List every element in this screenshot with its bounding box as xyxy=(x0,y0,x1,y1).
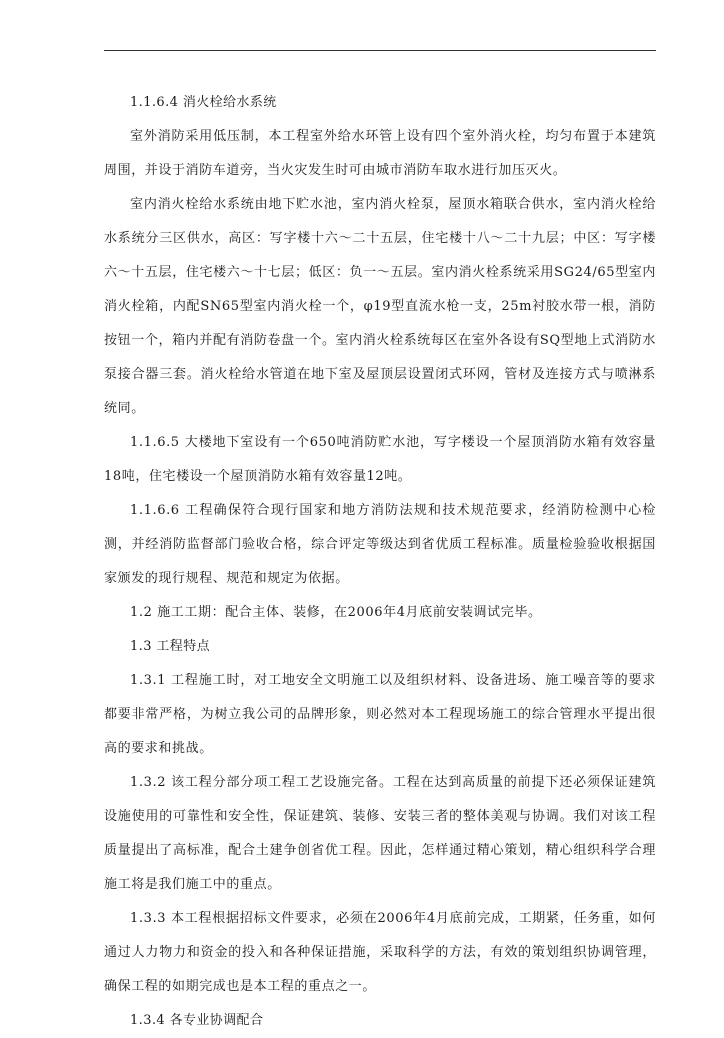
paragraph-indoor-hydrant: 室内消火栓给水系统由地下贮水池，室内消火栓泵，屋顶水箱联合供水，室内消火栓给水系统分三区供水，高区：写字楼十六～二十五层，住宅楼十八～二十九层；中区：写字楼六～十五层，住宅楼六～十七层；低区：负一～五层。室内消火栓系统采用SG24/65型室内消火栓箱，内配SN65型室内消火栓一个，φ19型直流水枪一支，25m衬胶水带一根，消防按钮一个，箱内并配有消防卷盘一个。室内消火栓系统每区在室外各设有SQ型地上式消防水泵接合器三套。消火栓给水管道在地下室及屋顶层设置闭式环网，管材及连接方式与喷淋系统同。 xyxy=(104,197,656,416)
paragraph-outdoor-hydrant: 室外消防采用低压制，本工程室外给水环管上设有四个室外消火栓，均匀布置于本建筑周围，并设于消防车道旁，当火灾发生时可由城市消防车取水进行加压灭火。 xyxy=(104,129,656,178)
section-heading-1-3: 1.3 工程特点 xyxy=(130,639,211,654)
header-rule xyxy=(104,50,656,51)
section-heading-1-1-6-4: 1.1.6.4 消火栓给水系统 xyxy=(130,95,277,110)
paragraph-1-1-6-5: 1.1.6.5 大楼地下室设有一个650吨消防贮水池，写字楼设一个屋顶消防水箱有效容量18吨，住宅楼设一个屋顶消防水箱有效容量12吨。 xyxy=(104,435,656,484)
paragraph-1-1-6-6: 1.1.6.6 工程确保符合现行国家和地方消防法规和技术规范要求，经消防检测中心检测，并经消防监督部门验收合格，综合评定等级达到省优质工程标准。质量检验验收根据国家颁发的现行规程、规范和规定为依据。 xyxy=(104,503,656,586)
paragraph-1-2-schedule: 1.2 施工工期：配合主体、装修，在2006年4月底前安装调试完毕。 xyxy=(130,605,542,620)
paragraph-1-3-3: 1.3.3 本工程根据招标文件要求，必须在2006年4月底前完成，工期紧，任务重，如何通过人力物力和资金的投入和各种保证措施，采取科学的方法，有效的策划组织协调管理，确保工程的如期完成也是本工程的重点之一。 xyxy=(104,911,656,994)
section-heading-1-3-4: 1.3.4 各专业协调配合 xyxy=(130,1013,264,1028)
document-body xyxy=(104,86,656,1038)
paragraph-1-3-2: 1.3.2 该工程分部分项工程工艺设施完备。工程在达到高质量的前提下还必须保证建筑设施使用的可靠性和安全性，保证建筑、装修、安装三者的整体美观与协调。我们对该工程质量提出了高标准，配合土建争创省优工程。因此，怎样通过精心策划，精心组织科学合理施工将是我们施工中的重点。 xyxy=(104,775,656,892)
paragraph-1-3-1: 1.3.1 工程施工时，对工地安全文明施工以及组织材料、设备进场、施工噪音等的要求都要非常严格，为树立我公司的品牌形象，则必然对本工程现场施工的综合管理水平提出很高的要求和挑战。 xyxy=(104,673,656,756)
